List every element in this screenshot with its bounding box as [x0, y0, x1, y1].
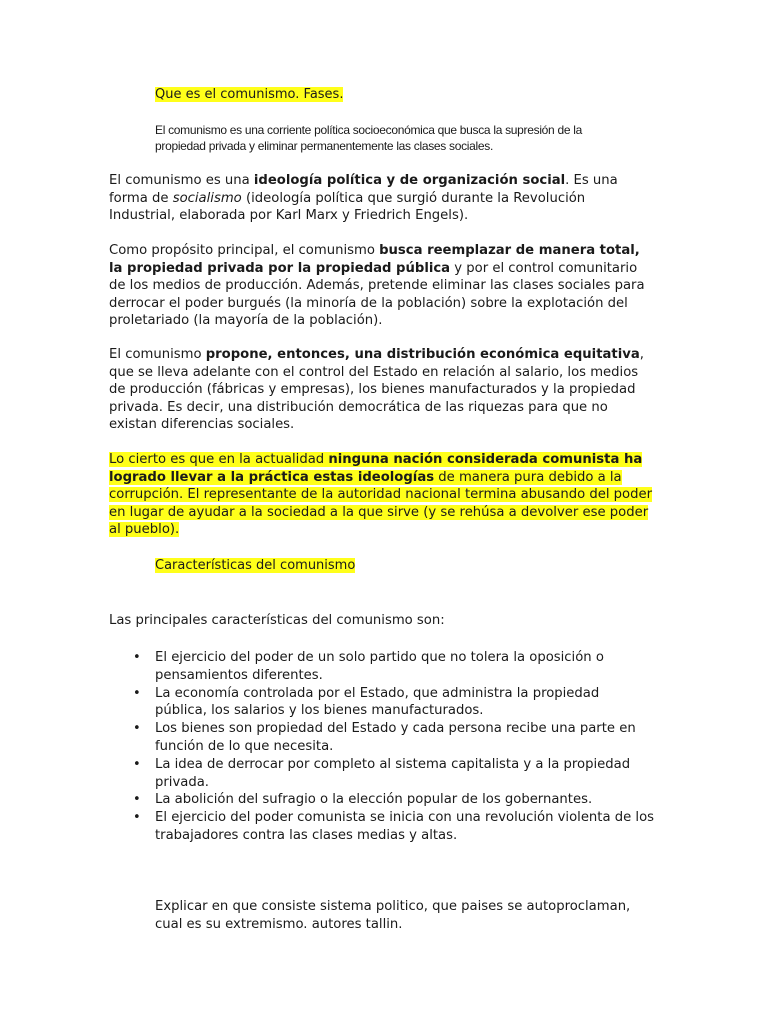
list-item-text: Los bienes son propiedad del Estado y cada persona recibe una parte en función de lo que necesita.: [155, 721, 636, 754]
summary-text: El comunismo es una corriente política socioeconómica que busca la supresión de la propiedad privada y eliminar permanentemente las clases sociales.: [155, 123, 582, 153]
list-item-text: El ejercicio del poder de un solo partido que no tolera la oposición o pensamientos diferentes.: [155, 650, 604, 683]
highlighted-section-title: Características del comunismo: [155, 558, 356, 573]
bullet-icon: •: [133, 810, 141, 826]
paragraph-distribution: [109, 346, 654, 434]
paragraph-text: , que se lleva adelante con el control del Estado en relación al salario, los medios de producción (fábricas y empresas), los bienes manufacturados y la propiedad privada. Es decir, una distribución democrática de las riquezas para que no existan diferencias sociales.: [109, 347, 644, 433]
section-title: [155, 557, 355, 574]
italic-text: socialismo: [172, 190, 242, 206]
list-item-text: La idea de derrocar por completo al sistema capitalista y a la propiedad privada.: [155, 756, 631, 790]
bold-text: busca reemplazar de manera total, la propiedad privada por la propiedad pública: [109, 243, 640, 276]
highlighted-text: Lo cierto es que en la actualidad: [109, 452, 329, 467]
paragraph-text: y por el control comunitario de los medios de producción. Además, pretende eliminar las clases sociales para derrocar el poder burgués (la minoría de la población) sobre la explotación del proletariado (la mayoría de la población).: [109, 260, 645, 329]
highlighted-title: Que es el comunismo. Fases.: [155, 87, 344, 102]
list-item: [109, 685, 654, 721]
list-item-text: La economía controlada por el Estado, que administra la propiedad pública, los salarios y los bienes manufacturados.: [155, 685, 600, 719]
list-item: [109, 720, 654, 756]
bullet-icon: •: [133, 650, 141, 665]
bullet-icon: •: [133, 685, 141, 701]
list-item-text: La abolición del sufragio o la elección popular de los gobernantes.: [155, 792, 593, 808]
features-list: [109, 649, 654, 845]
paragraph-purpose: [109, 242, 654, 330]
list-item: [109, 809, 654, 845]
bullet-icon: •: [133, 792, 141, 808]
bullet-icon: •: [133, 756, 141, 772]
document-title: [155, 86, 343, 103]
bullet-icon: •: [133, 721, 141, 737]
paragraph-definition: [109, 172, 654, 225]
list-intro: Las principales características del comunismo son:: [109, 613, 445, 628]
list-item-text: El ejercicio del poder comunista se inicia con una revolución violenta de los trabajadores contra las clases medias y altas.: [155, 810, 655, 843]
bold-text: ideología política y de organización social: [253, 173, 566, 188]
list-item: [109, 649, 654, 685]
list-item: [109, 756, 654, 792]
highlighted-text: de manera pura debido a la corrupción. El representante de la autoridad nacional termina abusando del poder en lugar de ayudar a la sociedad a la que sirve (y se rehúsa a devolver ese poder al pueblo).: [109, 469, 653, 538]
highlighted-bold-text: ninguna nación considerada comunista ha logrado llevar a la práctica estas ideologías: [109, 452, 643, 485]
paragraph-text: . Es una forma de: [109, 173, 618, 206]
bold-text: propone, entonces, una distribución económica equitativa: [205, 347, 640, 362]
closing-note: Explicar en que consiste sistema politico, que paises se autoproclaman, cual es su extremismo. autores tallin.: [155, 899, 631, 932]
paragraph-text: (ideología política que surgió durante la Revolución Industrial, elaborada por Karl Marx y Friedrich Engels).: [109, 190, 586, 224]
paragraph-text: El comunismo es una: [109, 173, 254, 188]
paragraph-text: El comunismo: [109, 347, 206, 362]
paragraph-reality: [109, 451, 654, 539]
paragraph-text: Como propósito principal, el comunismo: [109, 243, 380, 258]
list-item: [109, 791, 654, 809]
